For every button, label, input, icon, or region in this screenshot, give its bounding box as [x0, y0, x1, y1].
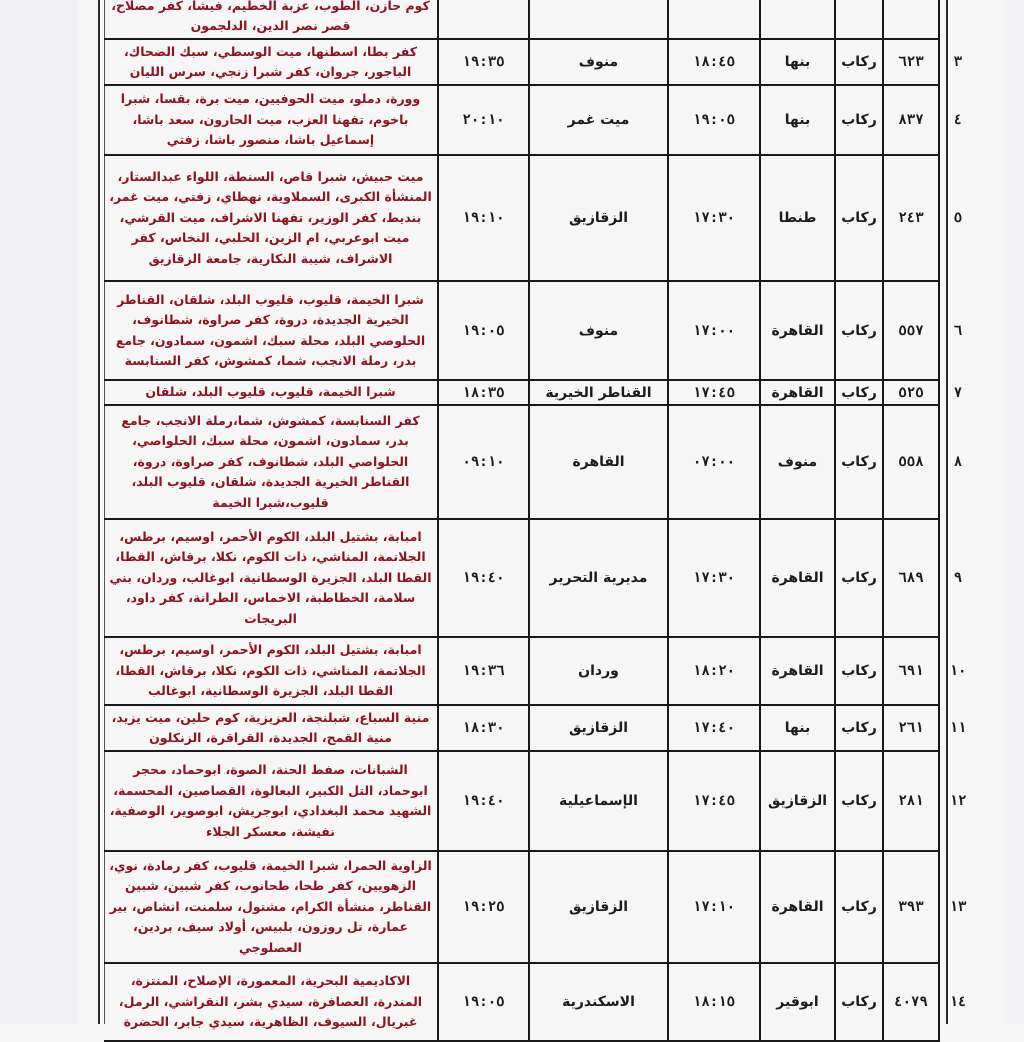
row-number-cell [938, 381, 976, 404]
origin-cell-text: ابوقير [776, 994, 819, 1010]
train-type-cell [834, 706, 882, 750]
destination-cell-text: الزقازيق [568, 899, 629, 915]
train-number-cell [882, 282, 938, 379]
train-type-cell-text: ركاب [841, 112, 877, 128]
destination-cell [528, 706, 667, 750]
table-row [104, 38, 963, 86]
stops-cell-text: امبابة، بشتيل البلد، الكوم الأحمر، اوسيم، برطس، الجلاتمة، المناشي، ذات الكوم، نكلا، برقاش، القطا، القطا البلد، الجزيرة الوسطانية، ابوغالب، وردان، بني سلامة، الخطاطبة، الاخماس، الطرانة، كفر داود، البريجات [109, 528, 432, 626]
row-number-cell [938, 156, 976, 280]
departure-time-cell-text: ١٨:١٥ [692, 994, 736, 1010]
departure-time-cell-text: ١٧:٣٠ [692, 210, 736, 226]
table-row [104, 280, 963, 381]
stops-cell-text: ميت حبيش، شبرا قاص، السنطة، اللواء عبدالستار، المنشأة الكبرى، السملاوية، نهطاي، زفتي، ميت غمر، بنديط، كفر الوزير، تفهنا الاشراف، ميت القرشي، ميت ابوعربي، ام الزين، الحلبي، النخاس، كفر الاشراف، شيبة النكارية، جامعة الزقازيق [109, 168, 432, 266]
stops-cell-text: الزاوية الحمرا، شبرا الخيمة، قليوب، كفر رمادة، نوي، الزهويين، كفر طحا، طحانوب، كفر شبين، شبين القناطر، منشأة الكرام، مشتول، سلمنت، انشاص، بير عمارة، تل روزون، بلبيس، أولاد سيف، بردين، العصلوجي [109, 857, 432, 955]
row-number-cell [938, 0, 976, 38]
destination-cell-text: وردان [578, 663, 619, 679]
train-number-cell-text: ٥٥٧ [898, 322, 924, 339]
table-row [104, 518, 963, 638]
arrival-time-cell-text: ١٩:٠٥ [462, 322, 505, 339]
train-number-cell [882, 156, 938, 280]
destination-cell [528, 638, 667, 704]
destination-cell-text: القناطر الخيرية [545, 384, 652, 401]
row-number-cell [938, 520, 976, 636]
train-number-cell-text: ٥٥٨ [898, 454, 924, 470]
origin-cell-text: طنطا [778, 210, 817, 226]
origin-cell [759, 0, 834, 38]
stops-cell [104, 852, 437, 962]
train-number-cell-text: ٤٠٧٩ [894, 994, 928, 1010]
origin-cell-text: بنها [784, 720, 811, 736]
stops-cell [104, 638, 437, 704]
train-type-cell [834, 86, 882, 154]
arrival-time-cell [437, 752, 528, 850]
row-number-cell-text: ١١ [949, 720, 967, 736]
table-row [104, 84, 963, 156]
arrival-time-cell [437, 40, 528, 84]
row-number-cell [938, 706, 976, 750]
row-number-cell [938, 40, 976, 84]
destination-cell [528, 156, 667, 280]
arrival-time-cell [437, 86, 528, 154]
destination-cell [528, 381, 667, 404]
train-number-cell [882, 852, 938, 962]
origin-cell [759, 282, 834, 379]
origin-cell-text: القاهرة [771, 899, 824, 915]
train-number-cell [882, 40, 938, 84]
train-type-cell-text: ركاب [841, 54, 877, 70]
train-type-cell [834, 520, 882, 636]
departure-time-cell-text: ١٧:٠٠ [692, 322, 736, 339]
origin-cell [759, 852, 834, 962]
departure-time-cell [667, 86, 759, 154]
arrival-time-cell-text: ١٨:٣٥ [462, 384, 505, 401]
departure-time-cell-text: ١٧:٤٠ [692, 720, 736, 736]
table-row [104, 404, 963, 520]
train-type-cell-text: ركاب [841, 322, 877, 339]
arrival-time-cell-text: ١٩:٤٠ [462, 793, 505, 809]
departure-time-cell-text: ١٩:٠٥ [692, 112, 736, 128]
scan-left-margin [0, 0, 78, 1024]
departure-time-cell [667, 282, 759, 379]
arrival-time-cell-text: ١٩:٣٦ [462, 663, 505, 679]
stops-cell [104, 40, 437, 84]
table-row [104, 379, 963, 406]
arrival-time-cell-text: ٢٠:١٠ [462, 112, 505, 128]
origin-cell [759, 406, 834, 518]
train-type-cell [834, 752, 882, 850]
departure-time-cell-text: ١٧:٣٠ [692, 570, 736, 586]
arrival-time-cell [437, 638, 528, 704]
train-type-cell [834, 282, 882, 379]
departure-time-cell [667, 406, 759, 518]
arrival-time-cell [437, 706, 528, 750]
table-row [104, 962, 967, 1042]
train-number-cell [882, 964, 938, 1040]
stops-cell-text: كفر السنابسة، كمشوش، شما،رملة الانجب، جامع بدر، سمادون، اشمون، محلة سبك، الحلواصي، الحلواصي البلد، شطانوف، كفر صراوة، دروة، القناطر الخيرية الجديدة، شلقان، قليوب البلد، قليوب،شبرا الخيمة [121, 412, 420, 510]
origin-cell [759, 86, 834, 154]
train-number-cell-text: ٨٣٧ [898, 112, 924, 128]
table-row [104, 0, 940, 40]
destination-cell [528, 40, 667, 84]
destination-cell [528, 0, 667, 38]
origin-cell [759, 520, 834, 636]
origin-cell-text: القاهرة [771, 663, 824, 679]
origin-cell-text: منوف [777, 454, 818, 470]
origin-cell-text: بنها [784, 112, 811, 128]
destination-cell [528, 406, 667, 518]
departure-time-cell-text: ١٧:٤٥ [692, 793, 736, 809]
arrival-time-cell [437, 964, 528, 1040]
row-number-cell [938, 282, 976, 379]
row-number-cell [938, 964, 976, 1040]
origin-cell-text: القاهرة [771, 570, 824, 586]
arrival-time-cell [437, 406, 528, 518]
train-number-cell-text: ٦٢٣ [898, 54, 924, 70]
table-row [104, 750, 967, 852]
departure-time-cell [667, 381, 759, 404]
table-row [104, 154, 963, 282]
scan-right-margin [1004, 0, 1024, 1024]
train-type-cell-text: ركاب [841, 720, 877, 736]
arrival-time-cell-text: ١٩:١٠ [462, 210, 505, 226]
destination-cell-text: الإسماعيلية [559, 793, 638, 809]
departure-time-cell [667, 706, 759, 750]
train-type-cell-text: ركاب [841, 210, 877, 226]
departure-time-cell [667, 964, 759, 1040]
train-type-cell-text: ركاب [841, 793, 877, 809]
departure-time-cell [667, 638, 759, 704]
stops-cell [104, 282, 437, 379]
row-number-cell-text: ١٠ [949, 663, 967, 679]
arrival-time-cell [437, 282, 528, 379]
train-number-cell [882, 381, 938, 404]
row-number-cell-text: ٤ [953, 112, 963, 128]
origin-cell [759, 40, 834, 84]
train-number-cell-text: ٥٢٥ [898, 384, 924, 401]
row-number-cell [938, 406, 976, 518]
row-number-cell-text: ٩ [953, 570, 963, 586]
destination-cell [528, 752, 667, 850]
row-number-cell [938, 852, 976, 962]
row-number-cell-text: ٦ [953, 322, 963, 339]
stops-cell [104, 381, 437, 404]
destination-cell [528, 520, 667, 636]
table-row [104, 704, 967, 752]
arrival-time-cell [437, 381, 528, 404]
stops-cell [104, 0, 437, 38]
destination-cell [528, 964, 667, 1040]
row-number-cell-text: ١٤ [949, 994, 967, 1010]
origin-cell [759, 964, 834, 1040]
train-number-cell-text: ٢٨١ [898, 793, 924, 809]
destination-cell-text: منوف [578, 54, 619, 70]
arrival-time-cell [437, 0, 528, 38]
destination-cell [528, 852, 667, 962]
destination-cell-text: الاسكندرية [562, 994, 635, 1010]
train-type-cell [834, 638, 882, 704]
stops-cell [104, 520, 437, 636]
stops-cell-text: منية السباع، شبلنجة، العزيزية، كوم حلين، ميت يزيد، منية القمح، الجديدة، القراقرة، الزنكلون [111, 709, 430, 745]
row-number-cell-text: ٣ [953, 54, 963, 70]
row-number-cell [938, 752, 976, 850]
stops-cell [104, 156, 437, 280]
arrival-time-cell [437, 520, 528, 636]
destination-cell-text: القاهرة [572, 454, 625, 470]
stops-cell [104, 406, 437, 518]
arrival-time-cell-text: ٠٩:١٠ [462, 454, 505, 470]
train-number-cell [882, 86, 938, 154]
destination-cell-text: الزقازيق [568, 210, 629, 226]
departure-time-cell [667, 852, 759, 962]
train-type-cell-text: ركاب [841, 384, 877, 401]
arrival-time-cell-text: ١٨:٣٠ [462, 720, 505, 736]
train-type-cell-text: ركاب [841, 994, 877, 1010]
stops-cell-text: كوم حازن، الطوب، عزبة الخطيم، فيشا، كفر مصلاح، قصر نصر الدين، الدلجمون [111, 0, 430, 33]
arrival-time-cell-text: ١٩:٣٥ [462, 54, 505, 70]
train-type-cell [834, 40, 882, 84]
stops-cell-text: شبرا الخيمة، قليوب، قليوب البلد، شلقان، القناطر الخيرية الجديدة، دروة، كفر صراوة، شطانوف، الحلوصي البلد، محلة سبك، اشمون، سمادون، جامع بدر، رملة الانجب، شما، كمشوش، كفر السنابسة [115, 291, 426, 368]
table-row [104, 636, 967, 706]
row-number-cell [938, 638, 976, 704]
origin-cell-text: بنها [784, 54, 811, 70]
destination-cell-text: منوف [578, 322, 619, 339]
train-number-cell [882, 638, 938, 704]
arrival-time-cell [437, 156, 528, 280]
train-number-cell-text: ٢٦١ [898, 720, 924, 736]
row-number-cell-text: ٨ [953, 454, 963, 470]
train-type-cell [834, 852, 882, 962]
train-number-cell-text: ٦٨٩ [898, 570, 924, 586]
train-type-cell [834, 156, 882, 280]
train-type-cell [834, 964, 882, 1040]
stops-cell [104, 964, 437, 1040]
train-type-cell-text: ركاب [841, 663, 877, 679]
row-number-cell-text: ١٢ [949, 793, 967, 809]
departure-time-cell [667, 40, 759, 84]
train-number-cell [882, 520, 938, 636]
stops-cell [104, 86, 437, 154]
destination-cell [528, 282, 667, 379]
destination-cell [528, 86, 667, 154]
train-number-cell-text: ٢٤٣ [898, 210, 924, 226]
train-type-cell [834, 0, 882, 38]
origin-cell [759, 706, 834, 750]
train-type-cell-text: ركاب [841, 570, 877, 586]
origin-cell [759, 638, 834, 704]
row-number-cell [938, 86, 976, 154]
departure-time-cell-text: ١٧:٤٥ [692, 384, 736, 401]
train-type-cell-text: ركاب [841, 899, 877, 915]
stops-cell-text: وورة، دملو، ميت الحوفيين، ميت برة، بقسا، شبرا باخوم، تفهنا العزب، ميت الحارون، سعد باشا، إسماعيل باشا، منصور باشا، زفتي [120, 91, 421, 148]
departure-time-cell [667, 156, 759, 280]
origin-cell [759, 381, 834, 404]
stops-cell-text: الشبانات، صفط الحنة، الصوة، ابوحماد، محجر ابوحماد، التل الكبير، البعالوة، القصاصين، المحسمة، الشهيد محمد البغدادي، ابوجريش، ابوصوير، الوصفية، نفيشة، معسكر الجلاء [109, 762, 432, 839]
row-number-cell-text: ١٣ [949, 899, 967, 915]
arrival-time-cell-text: ١٩:٠٥ [462, 994, 505, 1010]
departure-time-cell-text: ١٧:١٠ [692, 899, 736, 915]
train-number-cell [882, 752, 938, 850]
origin-cell-text: القاهرة [771, 384, 824, 401]
train-type-cell-text: ركاب [841, 454, 877, 470]
stops-cell-text: امبابة، بشتيل البلد، الكوم الأحمر، اوسيم، برطس، الجلاتمة، المناشي، ذات الكوم، نكلا، برقاش، القطا، القطا البلد، الجزيرة الوسطانية، ابوغالب [115, 642, 426, 699]
arrival-time-cell [437, 852, 528, 962]
train-type-cell [834, 406, 882, 518]
train-number-cell-text: ٦٩١ [898, 663, 924, 679]
train-number-cell [882, 406, 938, 518]
stops-cell-text: شبرا الخيمة، قليوب، قليوب البلد، شلقان [145, 384, 396, 400]
stops-cell-text: كفر بطا، اسطنها، ميت الوسطي، سبك الضحاك، الباجور، جروان، كفر شبرا زنجي، سرس الليان [123, 43, 417, 79]
destination-cell-text: الزقازيق [568, 720, 629, 736]
row-number-cell-text: ٧ [953, 384, 963, 401]
stops-cell-text: الاكاديمية البحرية، المعمورة، الإصلاح، المنتزة، المندرة، العصافرة، سيدي بشر، النقراشي، الرمل، غبريال، السيوف، الظاهرية، سيدي جابر، الحضرة [118, 973, 423, 1030]
arrival-time-cell-text: ١٩:٢٥ [462, 899, 505, 915]
origin-cell [759, 156, 834, 280]
departure-time-cell [667, 520, 759, 636]
row-number-cell-text: ٥ [953, 210, 963, 226]
origin-cell [759, 752, 834, 850]
origin-cell-text: القاهرة [771, 322, 824, 339]
table-row [104, 850, 967, 964]
train-number-cell [882, 0, 938, 38]
origin-cell-text: الزقازيق [767, 793, 828, 809]
train-number-cell [882, 706, 938, 750]
stops-cell [104, 706, 437, 750]
train-type-cell [834, 381, 882, 404]
stops-cell [104, 752, 437, 850]
destination-cell-text: مديرية التحرير [549, 570, 648, 586]
arrival-time-cell-text: ١٩:٤٠ [462, 570, 505, 586]
departure-time-cell-text: ٠٧:٠٠ [692, 454, 736, 470]
departure-time-cell-text: ١٨:٤٥ [692, 54, 736, 70]
destination-cell-text: ميت غمر [567, 112, 630, 128]
departure-time-cell-text: ١٨:٢٠ [692, 663, 736, 679]
departure-time-cell [667, 0, 759, 38]
departure-time-cell [667, 752, 759, 850]
train-number-cell-text: ٣٩٣ [898, 899, 924, 915]
